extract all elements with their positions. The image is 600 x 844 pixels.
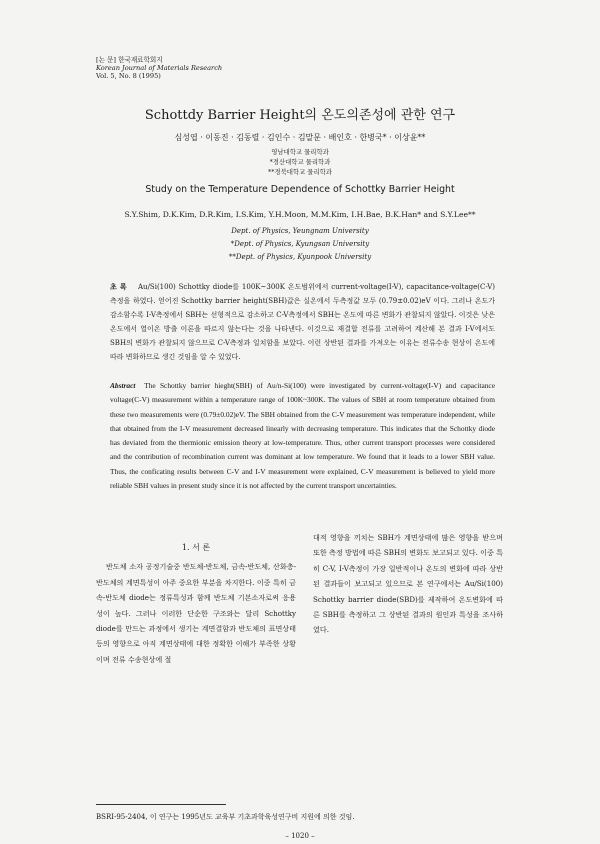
section-heading-introduction: 1. 서 론 bbox=[181, 543, 211, 552]
authors-english: S.Y.Shim, D.K.Kim, D.R.Kim, I.S.Kim, Y.H.Moon, M.M.Kim, I.H.Bae, B.K.Han* and S.Y.Lee** bbox=[124, 210, 476, 219]
affiliation-ko-3: **경북대학교 물리학과 bbox=[268, 168, 332, 176]
paper-title-english: Study on the Temperature Dependence of Schottky Barrier Height bbox=[145, 184, 455, 195]
body-column-right bbox=[313, 530, 503, 638]
abstract-english-text: The Schottky barrier hieght(SBH) of Au/n-Si(100) were investigated by current-voltage(I-V) and capacitance voltage(C-V) measurement within a temperature range of 100K~300K. The values of SBH at room temperature obtained from these two measurements were (0.79±0.02)eV. The SBH obtained from the C-V measurement was temperature independent, while that obtained from the I-V measurement decreased linearly with decreasing temperature. This indicates that the Schottky diode has deviated from the thermionic emission theory at low-temperature. Thus, other current transport processes were considered and the contribution of recombination current was dominant at low temperature. We found that it leads to a lower SBH value. Thus, the conficating results between C-V and I-V measurement were explained, C-V measurement is believed to yield more reliable SBH values in present study since it is not affected by the current transport uncertainties. bbox=[110, 381, 495, 491]
journal-header bbox=[96, 56, 222, 80]
introduction-text-left: 반도체 소자 공정기술중 반도체-반도체, 금속-반도체, 산화층-반도체의 계면특성이 아주 중요한 부분을 차지한다. 이중 특히 금속-반도체 diode는 정류특성과 함께 반도체 기본소자로써 응용성이 높다. 그러나 이러한 단순한 구조와는 달리 Schottky diode를 만드는 과정에서 생기는 계면결함과 반도체의 표면상태 등의 영향으로 아직 계면상태에 대한 정확한 이해가 부족한 상황이며 전류 수송현상에 절 bbox=[96, 562, 296, 664]
affiliation-ko-1: 영남대학교 물리학과 bbox=[271, 148, 329, 156]
affiliation-ko-2: *경산대학교 물리학과 bbox=[269, 158, 331, 166]
affiliations-korean bbox=[0, 147, 600, 177]
abstract-english-label: Abstract bbox=[110, 381, 136, 390]
abstract-english bbox=[110, 379, 495, 493]
introduction-text-right: 대적 영향을 끼치는 SBH가 계면상태에 많은 영향을 받으며 또한 측정 방법에 따른 SBH의 변화도 보고되고 있다. 이중 특히 C-V, I-V측정이 가장 일반적이나 온도의 변화에 따라 상반된 결과들이 보고되고 있으므로 본 연구에서는 Au/Si(100) Schottky barrier diode(SBD)를 제작하여 온도변화에 따른 SBH를 측정하고 그 상반된 결과의 원인과 특성을 조사하였다. bbox=[313, 533, 503, 635]
footnote-divider bbox=[96, 804, 226, 805]
body-column-left bbox=[96, 540, 296, 667]
authors-korean: 심성엽 · 이동진 · 김동렬 · 김인수 · 김말문 · 배인호 · 한병국* · 이상윤** bbox=[174, 133, 426, 142]
journal-volume: Vol. 5, No. 8 (1995) bbox=[96, 72, 161, 80]
paper-title: Schottdy Barrier Height의 온도의존성에 관한 연구 bbox=[144, 108, 456, 123]
abstract-korean-text: Au/Si(100) Schottky diode를 100K~300K 온도범위에서 current-voltage(I-V), capacitance-voltage(C-V) 측정을 하였다. 얻어진 Schottky barrier height(SBH)값은 실온에서 두측정값 모두 (0.79±0.02)eV 이다. 그러나 온도가 감소함수록 I-V측정에서 SBH는 선형적으로 감소하고 C-V측정에서 SBH는 온도에 따른 변화가 관찰되지 않았다. 이것은 낮은 온도에서 열이온 방출 이론을 따르지 않는다는 것을 나타낸다. 이것으로 재결합 전류를 고려하여 계산해 본 결과 I-V에서도 SBH의 변화가 관찰되지 않으므로 C-V측정과 일치함을 보았다. 이런 상반된 결과를 가져오는 이유는 전류수송 현상이 온도에 따라 변화하므로 생긴 것임을 알 수 있었다. bbox=[110, 283, 495, 362]
affiliation-en-2: *Dept. of Physics, Kyungsan University bbox=[230, 240, 370, 248]
abstract-korean bbox=[110, 280, 495, 365]
affiliation-en-1: Dept. of Physics, Yeungnam University bbox=[231, 227, 369, 235]
page-number: – 1020 – bbox=[285, 832, 315, 840]
affiliations-english bbox=[0, 225, 600, 264]
journal-name-ko: [논 문] 한국재료학회지 bbox=[96, 56, 163, 64]
abstract-korean-label: 초 록 bbox=[110, 282, 127, 291]
affiliation-en-3: **Dept. of Physics, Kyunpook University bbox=[228, 253, 372, 261]
footnote: BSRI-95-2404, 이 연구는 1995년도 교육부 기초과학육성연구비 지원에 의한 것임. bbox=[96, 813, 355, 821]
journal-name-en: Korean Journal of Materials Research bbox=[96, 64, 223, 72]
